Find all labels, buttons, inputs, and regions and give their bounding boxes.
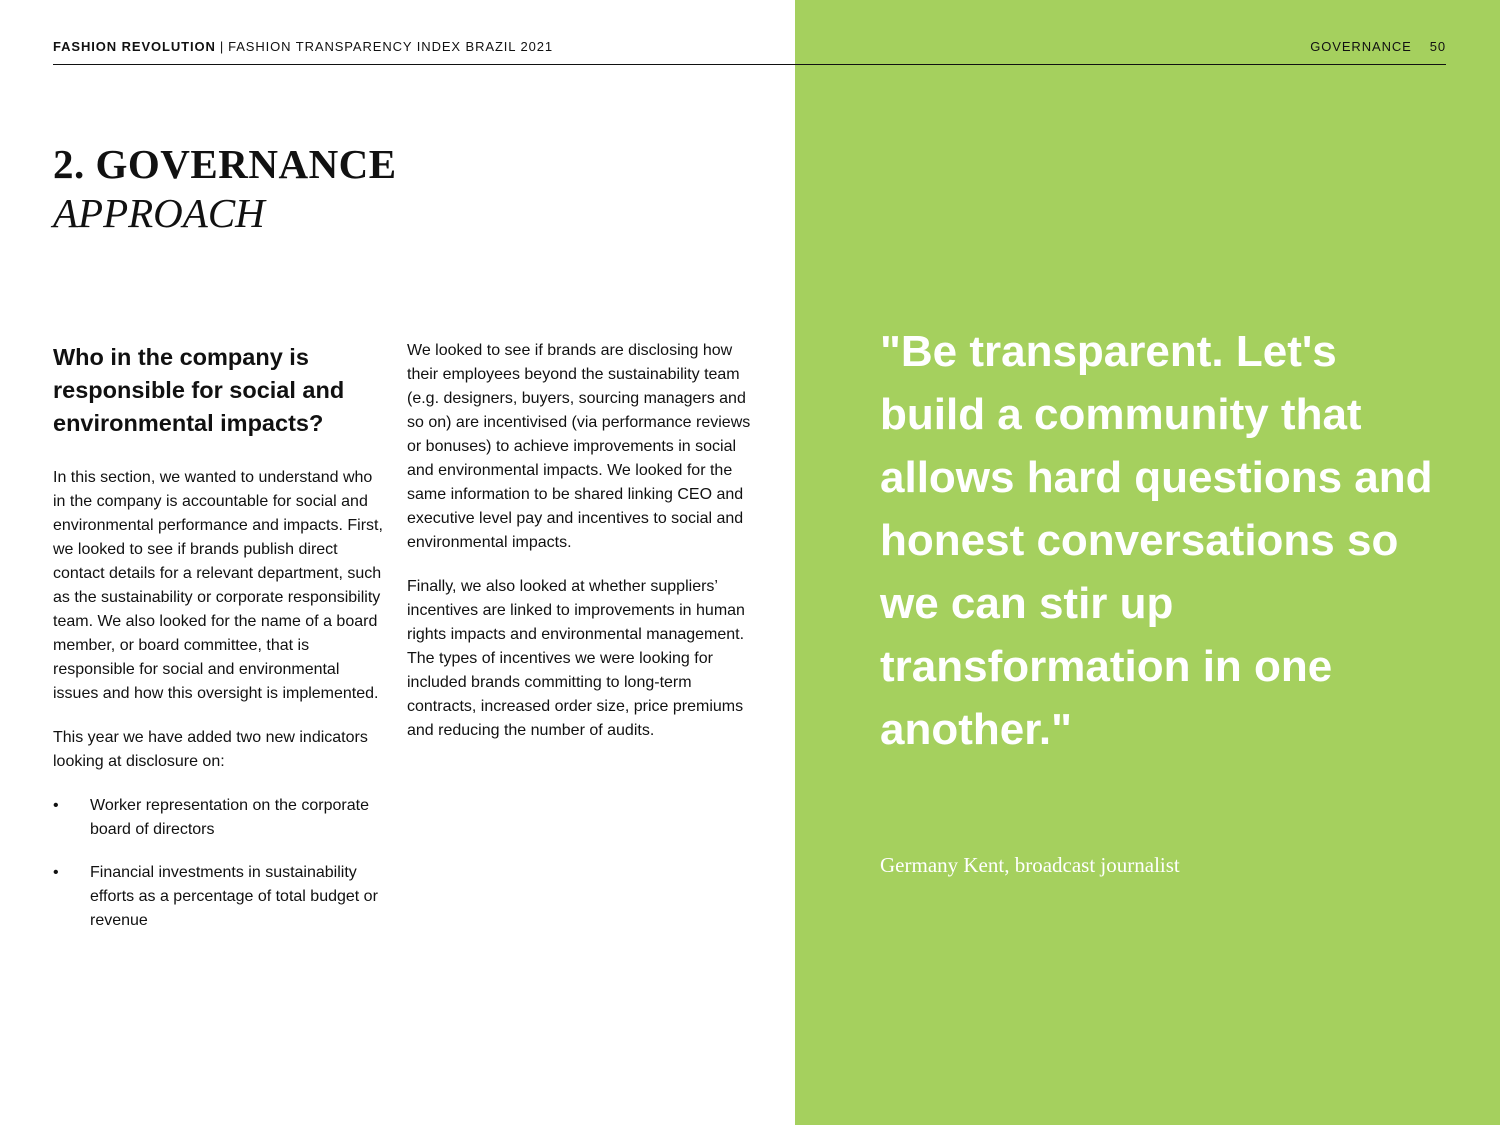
header-publication: FASHION TRANSPARENCY INDEX BRAZIL 2021 xyxy=(228,39,553,54)
page-subtitle: APPROACH xyxy=(53,190,265,236)
header-section: GOVERNANCE xyxy=(1310,39,1412,54)
left-paragraph-1: In this section, we wanted to understand who in the company is accountable for social and environmental performance and impacts. First, we looked to see if brands publish direct contact details for a relevant department, such as the sustainability or corporate responsibility team. We also looked for the name of a board member, or board committee, that is responsible for social and environmental issues and how this oversight is implemented. xyxy=(53,469,383,702)
right-paragraph-1: We looked to see if brands are disclosing how their employees beyond the sustainability team (e.g. designers, buyers, sourcing managers and so on) are incentivised (via performance reviews or bonuses) to achieve improvements in social and environmental impacts. We looked for the same information to be shared linking CEO and executive level pay and incentives to social and environmental impacts. xyxy=(407,342,751,551)
pull-quote: "Be transparent. Let's build a community that allows hard questions and honest conversations so we can stir up transformation in one another." xyxy=(880,327,1433,754)
page-number: 50 xyxy=(1429,39,1446,54)
indicator-list xyxy=(53,794,383,933)
section-header xyxy=(1310,39,1446,54)
section-question-heading: Who in the company is responsible for social and environmental impacts? xyxy=(53,344,345,436)
list-item xyxy=(53,861,383,933)
right-column xyxy=(407,339,752,763)
bullet-icon: • xyxy=(53,797,59,814)
left-paragraph-2: This year we have added two new indicators looking at disclosure on: xyxy=(53,729,368,770)
left-column xyxy=(53,341,383,952)
list-item-text: Worker representation on the corporate board of directors xyxy=(90,797,369,838)
header-divider xyxy=(53,64,1446,65)
right-paragraph-2: Finally, we also looked at whether suppliers’ incentives are linked to improvements in human rights impacts and environmental management. The types of incentives we were looking for included brands committing to long-term contracts, increased order size, price premiums and reducing the number of audits. xyxy=(407,578,745,739)
running-header xyxy=(53,39,553,54)
header-brand: FASHION REVOLUTION xyxy=(53,39,216,54)
page-title: 2. GOVERNANCE xyxy=(53,141,397,187)
list-item-text: Financial investments in sustainability efforts as a percentage of total budget or revenue xyxy=(90,864,378,929)
quote-attribution: Germany Kent, broadcast journalist xyxy=(880,853,1180,877)
list-item xyxy=(53,794,383,842)
bullet-icon: • xyxy=(53,864,59,881)
header-separator: | xyxy=(219,39,225,54)
